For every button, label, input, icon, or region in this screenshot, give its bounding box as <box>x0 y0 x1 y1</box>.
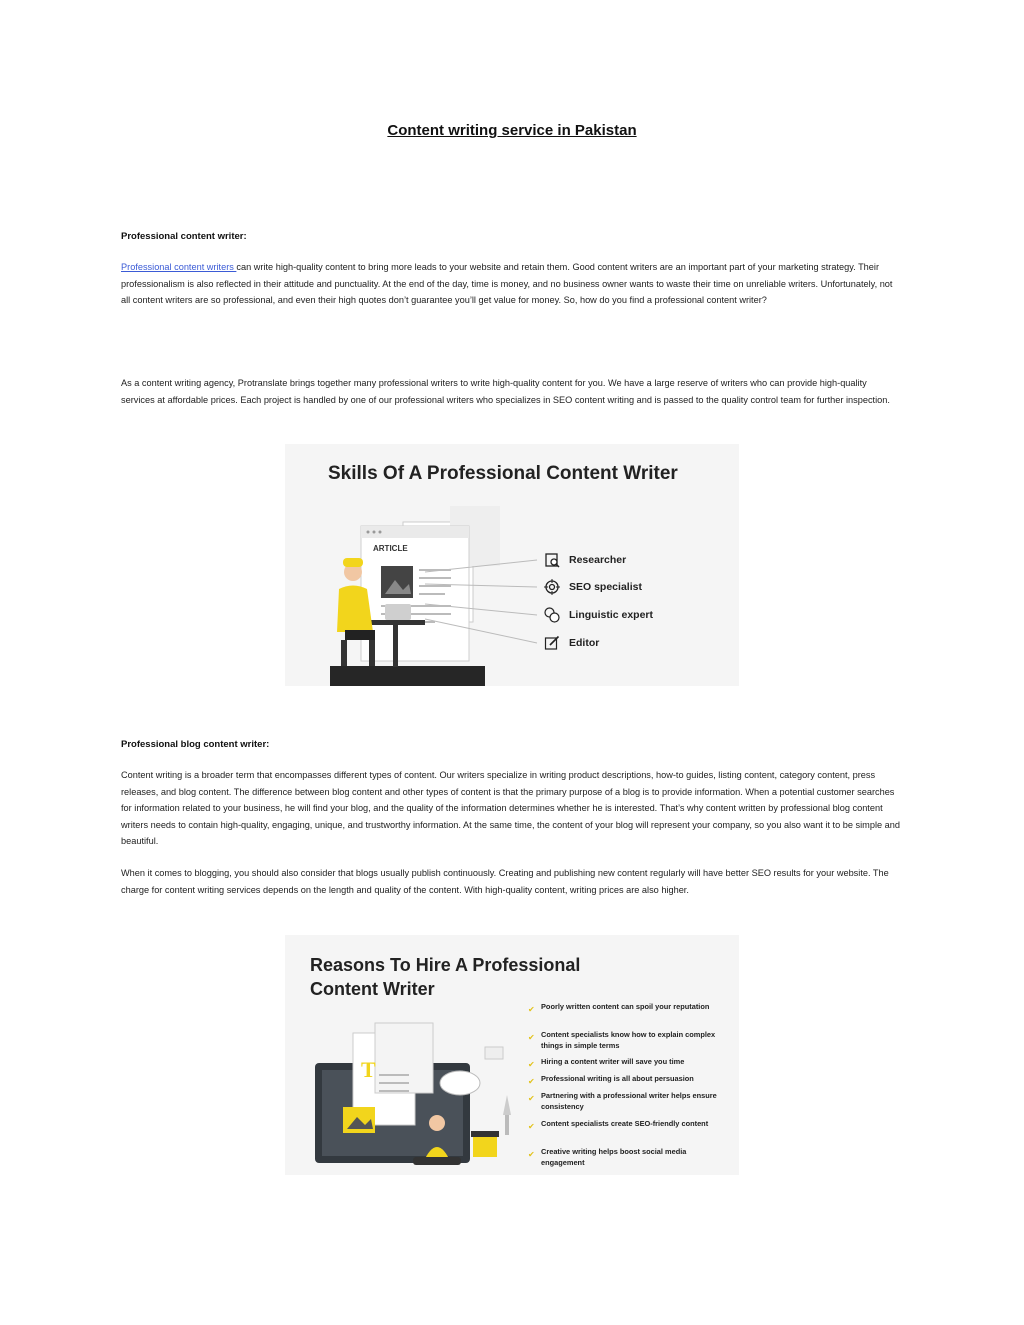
article-label: ARTICLE <box>373 544 408 553</box>
paragraph-blogging: When it comes to blogging, you should also consider that blogs usually publish continuously. Creating and publishing new content regularly will have better SEO results for your website. The charge for content writing services depends on the length and quality of the content. With high-quality content, writing prices are also higher. <box>121 868 889 895</box>
section-heading-professional-writer: Professional content writer: <box>121 231 247 242</box>
reason-item: Partnering with a professional writer helps ensure consistency <box>541 1091 717 1111</box>
check-icon: ✔ <box>528 1150 535 1159</box>
check-icon: ✔ <box>528 1005 535 1014</box>
check-icon: ✔ <box>528 1094 535 1103</box>
skills-infographic-title: Skills Of A Professional Content Writer <box>328 463 678 484</box>
decor-plant-box-illustration <box>471 1085 521 1165</box>
paragraph-blog-content: Content writing is a broader term that encompasses different types of content. Our writers specialize in writing product descriptions, how-to guides, listing content, category content, press releases, and blog content. The difference between blog content and other types of content is that the primary purpose of a blog is to provide information. When a potential customer searches for information related to your business, he will find your blog, and the quality of the information determines whether he is interested. That’s why content written by professional blog content writers needs to contain high-quality, engaging, unique, and trustworthy information. At the same time, the content of your blog will represent your company, so you also want it to be simple and beautiful. <box>121 770 900 847</box>
skill-editor: Editor <box>569 637 600 649</box>
reasons-title-line2: Content Writer <box>310 979 435 999</box>
reason-item: Poorly written content can spoil your reputation <box>541 1002 710 1011</box>
writer-illustration <box>285 444 739 686</box>
researcher-icon <box>544 552 560 568</box>
check-icon: ✔ <box>528 1060 535 1069</box>
reasons-infographic <box>285 935 739 1175</box>
skills-infographic <box>285 444 739 686</box>
check-icon: ✔ <box>528 1122 535 1131</box>
reason-item: Hiring a content writer will save you time <box>541 1057 685 1066</box>
translate-icon <box>544 607 560 623</box>
section-heading-blog-writer: Professional blog content writer: <box>121 739 270 750</box>
skill-researcher: Researcher <box>569 554 627 566</box>
check-icon: ✔ <box>528 1033 535 1042</box>
doc-letter: T <box>361 1057 376 1082</box>
reason-item: Professional writing is all about persuasion <box>541 1074 694 1083</box>
reasons-title-line1: Reasons To Hire A Professional <box>310 955 581 975</box>
reason-item: Content specialists know how to explain complex things in simple terms <box>541 1030 716 1050</box>
reason-item: Content specialists create SEO-friendly content <box>541 1119 709 1128</box>
page-title: Content writing service in Pakistan <box>387 122 637 139</box>
paragraph-agency: As a content writing agency, Protranslate brings together many professional writers to write high-quality content for you. We have a large reserve of writers who can provide high-quality services at affordable prices. Each project is handled by one of our professional writers who specializes in SEO content writing and is passed to the quality control team for further inspection. <box>121 378 890 405</box>
skill-seo-specialist: SEO specialist <box>569 581 642 593</box>
paragraph-intro-text: can write high-quality content to bring more leads to your website and retain them. Good content writers are an important part of your marketing strategy. Their professionalism is also reflected in their attitude and punctuality. At the end of the day, time is money, and no business owner wants to waste their time on unreliable writers. Unfortunately, not all content writers are so professional, and even their high quotes don’t guarantee you’ll get value for money. So, how do you find a professional content writer? <box>121 262 893 306</box>
seo-target-icon <box>544 579 560 595</box>
reason-item: Creative writing helps boost social media engagement <box>541 1147 687 1167</box>
edit-icon <box>544 635 560 651</box>
check-icon: ✔ <box>528 1077 535 1086</box>
paragraph-intro <box>121 259 901 309</box>
professional-writers-link[interactable]: Professional content writers <box>121 262 237 272</box>
skill-linguistic-expert: Linguistic expert <box>569 609 654 621</box>
